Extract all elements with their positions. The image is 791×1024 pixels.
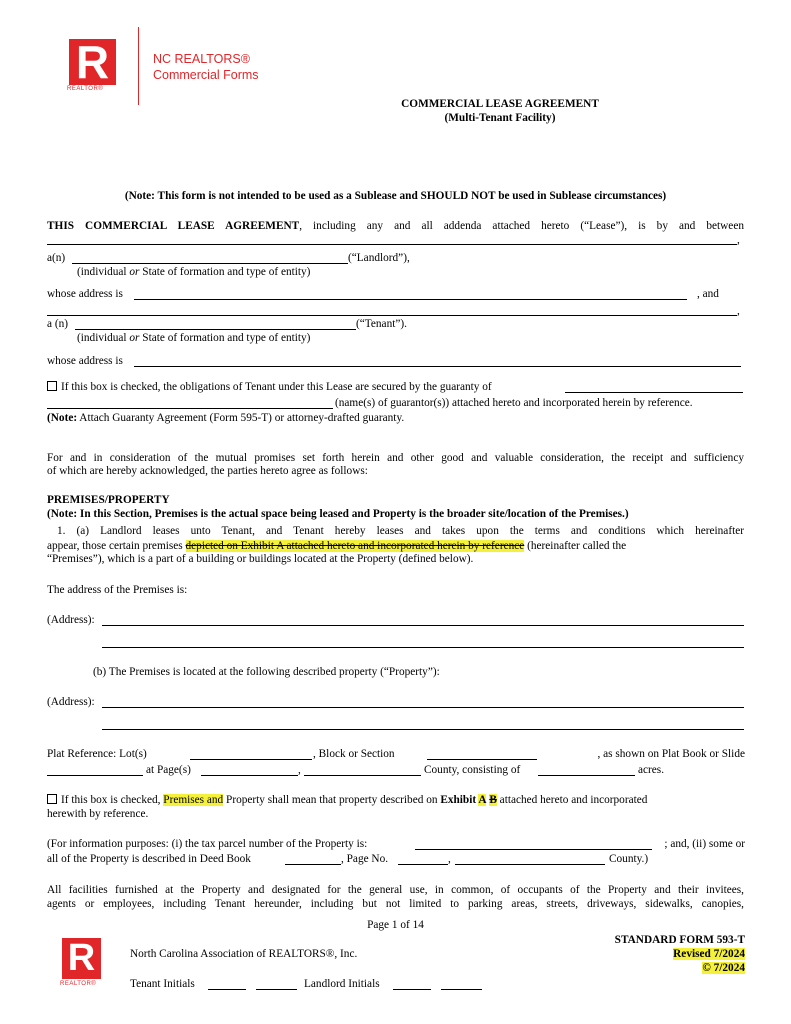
landlord-label: (“Landlord”), xyxy=(348,252,410,264)
facilities-line-2: agents or employees, including Tenant hereunder, including but not limited to parking areas, streets, driveways, sidewalks, canopies, xyxy=(47,898,744,910)
hint2-part1: (individual xyxy=(77,332,127,344)
guaranty-note xyxy=(47,412,404,424)
plat-page-label: at Page(s) xyxy=(146,764,191,776)
plat-lot-label: Plat Reference: Lot(s) xyxy=(47,748,147,760)
landlord-initials-label: Landlord Initials xyxy=(304,978,380,990)
consideration-line-2: of which are hereby acknowledged, the parties hereto agree as follows: xyxy=(47,465,368,477)
entity-hint xyxy=(77,266,310,278)
premises-p1-line-1: 1. (a) Landlord leases unto Tenant, and Tenant hereby leases and takes upon the terms and conditions which hereinafter xyxy=(57,525,744,537)
tenant-initials-label: Tenant Initials xyxy=(130,978,195,990)
property-b-line: (b) The Premises is located at the following described property (“Property”): xyxy=(93,666,440,678)
an-prefix: a(n) xyxy=(47,252,66,264)
intro-rest: , including any and all addenda attached hereto (“Lease”), is by and between xyxy=(299,220,744,232)
subtitle: (Multi-Tenant Facility) xyxy=(444,112,556,124)
exhibit-a-letter: A xyxy=(478,794,487,806)
address-intro: The address of the Premises is: xyxy=(47,584,188,596)
consideration-line-1: For and in consideration of the mutual promises set forth herein and other good and valuable consideration, the receipt and sufficiency xyxy=(47,452,744,464)
tax-parcel-line[interactable] xyxy=(415,849,652,850)
facilities-line-1: All facilities furnished at the Property and designated for the general use, in common, of occupants of the Property and their invitees, xyxy=(47,884,744,896)
revised-date: Revised 7/2024 xyxy=(673,948,745,960)
tenant-address-label: whose address is xyxy=(47,355,123,367)
logo-letter: R xyxy=(75,36,110,88)
footer-logo-caption: REALTOR® xyxy=(60,981,97,987)
exhibit-checkbox[interactable] xyxy=(47,794,57,804)
exhibit-line-1 xyxy=(47,794,647,806)
premises-note: (Note: In this Section, Premises is the actual space being leased and Property is the broader site/location of the Premises.) xyxy=(47,508,629,520)
title: COMMERCIAL LEASE AGREEMENT xyxy=(401,98,599,110)
exhibit-text-b: Property shall mean that property described on xyxy=(223,794,441,806)
p1-line2-b: (hereinafter called the xyxy=(524,540,627,552)
plat-lot-line[interactable] xyxy=(190,759,312,760)
tenant-entity-line[interactable] xyxy=(75,329,356,330)
deed-book-label: all of the Property is described in Deed Book xyxy=(47,853,251,865)
entity-hint-2 xyxy=(77,332,310,344)
hint-or: or xyxy=(129,266,140,278)
an-prefix-2: a (n) xyxy=(47,318,69,330)
premises-address-line-2[interactable] xyxy=(102,647,744,648)
premises-heading: PREMISES/PROPERTY xyxy=(47,494,170,506)
guaranty-note-rest: Attach Guaranty Agreement (Form 595-T) or attorney-drafted guaranty. xyxy=(77,412,405,424)
sublease-note: (Note: This form is not intended to be used as a Sublease and SHOULD NOT be used in Sublease circumstances) xyxy=(124,190,667,202)
brand-line-2: Commercial Forms xyxy=(153,68,259,82)
struck-text: depicted on Exhibit A attached hereto and incorporated herein by reference xyxy=(185,540,525,552)
tenant-label: (“Tenant”). xyxy=(356,318,407,330)
guaranty-note-bold: (Note: xyxy=(47,412,78,424)
guaranty-line-2: (name(s) of guarantor(s)) attached hereto and incorporated herein by reference. xyxy=(335,397,693,409)
p1-line2-a: appear, those certain premises xyxy=(47,540,186,552)
deed-book-line[interactable] xyxy=(285,864,341,865)
tenant-address-line[interactable] xyxy=(134,366,741,367)
footer-realtor-logo xyxy=(62,938,101,979)
guarantor-name-line[interactable] xyxy=(47,408,333,409)
hint2-part2: State of formation and type of entity) xyxy=(142,332,311,344)
hint2-or: or xyxy=(129,332,140,344)
landlord-address-label: whose address is xyxy=(47,288,123,300)
and-word: , and xyxy=(697,288,719,300)
exhibit-text-a: If this box is checked, xyxy=(61,794,164,806)
logo-caption: REALTOR® xyxy=(67,86,104,92)
plat-book-label: , as shown on Plat Book or Slide xyxy=(597,748,745,760)
hint-part2: State of formation and type of entity) xyxy=(142,266,311,278)
hint-part1: (individual xyxy=(77,266,127,278)
county-label: County, consisting of xyxy=(424,764,521,776)
exhibit-highlight: Premises and xyxy=(163,794,224,806)
guarantor-line[interactable] xyxy=(565,392,743,393)
document-title xyxy=(340,98,660,124)
acres-line[interactable] xyxy=(538,775,635,776)
plat-block-label: , Block or Section xyxy=(313,748,395,760)
page-number: Page 1 of 14 xyxy=(367,919,424,931)
property-address-line-1[interactable] xyxy=(102,707,744,708)
copyright: © 7/2024 xyxy=(702,962,745,974)
intro-lead: THIS COMMERCIAL LEASE AGREEMENT xyxy=(47,220,300,232)
exhibit-bold: Exhibit xyxy=(440,794,479,806)
comma: , xyxy=(737,234,740,246)
exhibit-b-letter: B xyxy=(489,794,497,806)
landlord-initials-line-2[interactable] xyxy=(441,989,482,990)
property-address-line-2[interactable] xyxy=(102,729,744,730)
property-address-label: (Address): xyxy=(47,696,95,708)
premises-p1-line-3: “Premises”), which is a part of a building or buildings located at the Property (defined below). xyxy=(47,553,474,565)
premises-address-label: (Address): xyxy=(47,614,95,626)
revised-wrap xyxy=(560,948,745,960)
landlord-initials-line-1[interactable] xyxy=(393,989,431,990)
brand-name xyxy=(153,51,259,83)
landlord-address-line[interactable] xyxy=(134,299,687,300)
comma-2: , xyxy=(737,305,740,317)
guaranty-text: If this box is checked, the obligations of Tenant under this Lease are secured by the guaranty of xyxy=(61,381,492,393)
deed-county-line[interactable] xyxy=(455,864,605,865)
plat-page-line[interactable] xyxy=(201,775,298,776)
guaranty-line-1 xyxy=(47,381,492,393)
landlord-entity-line[interactable] xyxy=(72,263,348,264)
exhibit-line-2: herewith by reference. xyxy=(47,808,149,820)
association-name: North Carolina Association of REALTORS®, Inc. xyxy=(130,948,358,960)
premises-p1-line-2 xyxy=(47,539,744,553)
copyright-wrap xyxy=(560,962,745,974)
party-name-line-1[interactable] xyxy=(47,244,737,245)
deed-county-label: County.) xyxy=(609,853,649,865)
plat-block-line[interactable] xyxy=(427,759,537,760)
page-no-line[interactable] xyxy=(398,864,448,865)
tenant-initials-line-1[interactable] xyxy=(208,989,246,990)
party-name-line-2[interactable] xyxy=(47,315,737,316)
acres-label: acres. xyxy=(638,764,665,776)
plat-book-line[interactable] xyxy=(47,775,143,776)
realtor-logo xyxy=(69,36,116,88)
guaranty-checkbox[interactable] xyxy=(47,381,57,391)
tenant-initials-line-2[interactable] xyxy=(256,989,297,990)
tax-parcel-label: (For information purposes: (i) the tax parcel number of the Property is: xyxy=(47,838,368,850)
footer-logo-letter: R xyxy=(67,937,96,979)
exhibit-text-c: attached hereto and incorporated xyxy=(496,794,648,806)
brand-line-1: NC REALTORS® xyxy=(153,52,250,66)
premises-address-line-1[interactable] xyxy=(102,625,744,626)
county-line[interactable] xyxy=(304,775,421,776)
intro-line xyxy=(47,219,744,233)
header-divider xyxy=(138,27,139,105)
page-no-label: , Page No. xyxy=(341,853,389,865)
form-number: STANDARD FORM 593-T xyxy=(614,934,745,946)
tax-parcel-tail: ; and, (ii) some or xyxy=(664,838,745,850)
